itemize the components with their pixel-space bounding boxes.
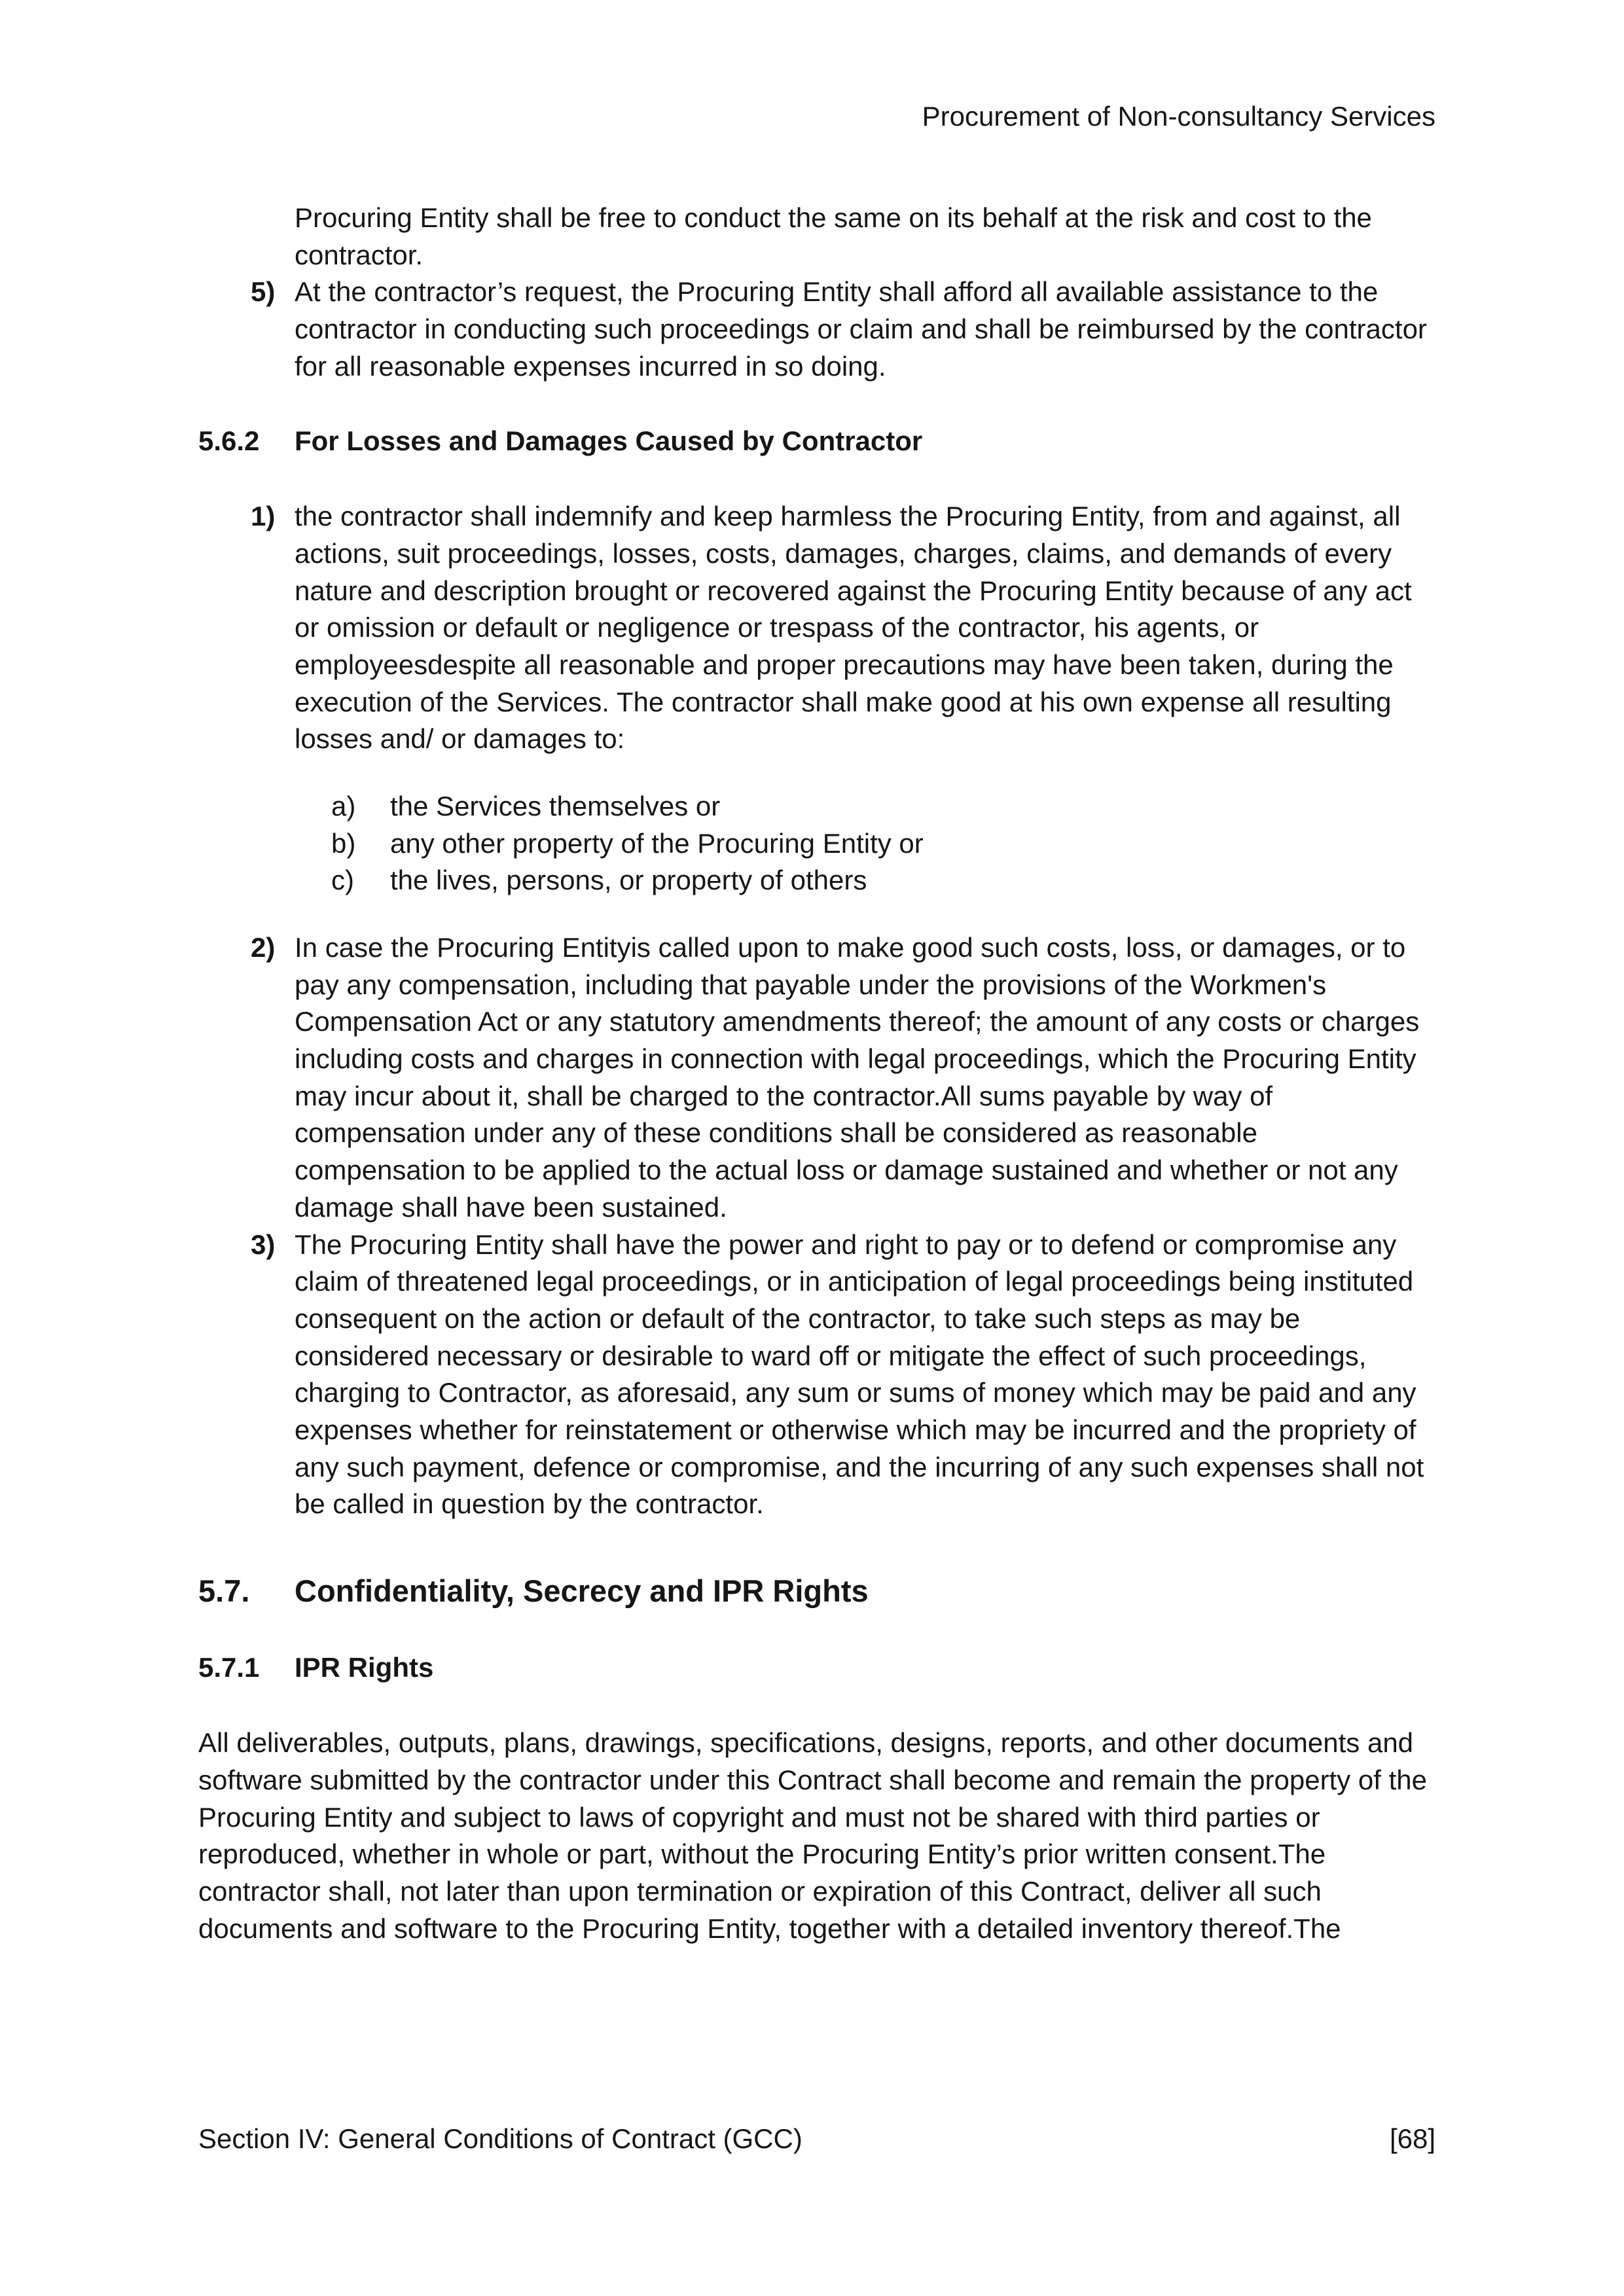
sub-item-text: the lives, persons, or property of others <box>390 865 867 896</box>
sub-item-letter: b) <box>331 827 356 859</box>
list-item-number: 3) <box>251 1229 276 1260</box>
sub-list-item-b <box>331 825 1435 863</box>
list-item-text: At the contractor’s request, the Procuring Entity shall afford all available assistance to the contractor in conducting such proceedings or claim and shall be reimbursed by the contractor for all reasonable expenses incurred in so doing. <box>295 276 1427 382</box>
section-title: IPR Rights <box>295 1652 434 1683</box>
list-item-text: The Procuring Entity shall have the power and right to pay or to defend or compromise any claim of threatened legal proceedings, or in anticipation of legal proceedings being instituted consequent on the action or default of the contractor, to take such steps as may be considered necessary or desirable to ward off or mitigate the effect of such proceedings, charging to Contractor, as aforesaid, any sum or sums of money which may be paid and any expenses whether for reinstatement or otherwise which may be incurred and the propriety of any such payment, defence or compromise, and the incurring of any such expenses shall not be called in question by the contractor. <box>295 1229 1424 1520</box>
section-title: For Losses and Damages Caused by Contractor <box>295 425 923 457</box>
sub-item-text: the Services themselves or <box>390 790 721 821</box>
footer-section-label: Section IV: General Conditions of Contract (GCC) <box>198 2123 803 2154</box>
list-item-number: 1) <box>251 501 276 532</box>
section-title: Confidentiality, Secrecy and IPR Rights <box>295 1573 869 1608</box>
list-item-number: 2) <box>251 932 276 963</box>
sub-item-letter: a) <box>331 790 356 821</box>
continuation-paragraph: Procuring Entity shall be free to conduct the same on its behalf at the risk and cost to the contractor. <box>295 202 1372 270</box>
sub-list-item-c <box>331 862 1435 899</box>
footer-page-number: [68] <box>1389 2123 1435 2154</box>
sub-list-item-a <box>331 788 1435 825</box>
section-number: 5.7.1 <box>198 1652 260 1683</box>
list-item-3 <box>251 1227 1435 1524</box>
section-heading-5-7 <box>198 1570 1435 1611</box>
document-body <box>198 200 1435 1947</box>
lettered-sub-list <box>331 788 1435 899</box>
section-heading-5-6-2 <box>198 423 1435 460</box>
sub-item-text: any other property of the Procuring Entity or <box>390 827 924 859</box>
section-number: 5.6.2 <box>198 425 260 457</box>
list-item-text: In case the Procuring Entityis called upon to make good such costs, loss, or damages, or to pay any compensation, including that payable under the provisions of the Workmen's Compensation Act or any statutory amendments thereof; the amount of any costs or charges including costs and charges in connection with legal proceedings, which the Procuring Entity may incur about it, shall be charged to the contractor.All sums payable by way of compensation under any of these conditions shall be considered as reasonable compensation to be applied to the actual loss or damage sustained and whether or not any damage shall have been sustained. <box>295 932 1420 1223</box>
running-header-text: Procurement of Non-consultancy Services <box>922 101 1435 132</box>
section-number: 5.7. <box>198 1573 250 1608</box>
list-item-text: the contractor shall indemnify and keep harmless the Procuring Entity, from and against, all actions, suit proceedings, losses, costs, damages, charges, claims, and demands of every nature and description brought or recovered against the Procuring Entity because of any act or omission or default or negligence or trespass of the contractor, his agents, or employeesdespite all reasonable and proper precautions may have been taken, during the execution of the Services. The contractor shall make good at his own expense all resulting losses and/ or damages to: <box>295 501 1412 755</box>
ipr-rights-paragraph: All deliverables, outputs, plans, drawings, specifications, designs, reports, and other documents and software submitted by the contractor under this Contract shall become and remain the property of the Procuring Entity and subject to laws of copyright and must not be shared with third parties or reproduced, whether in whole or part, without the Procuring Entity’s prior written consent.The contractor shall, not later than upon termination or expiration of this Contract, deliver all such documents and software to the Procuring Entity, together with a detailed inventory thereof.The <box>198 1727 1427 1944</box>
list-item-1 <box>251 498 1435 758</box>
page-footer <box>198 2121 1435 2158</box>
list-item-2 <box>251 929 1435 1227</box>
list-item-5 <box>251 274 1435 385</box>
sub-item-letter: c) <box>331 865 354 896</box>
list-item-number: 5) <box>251 276 276 308</box>
running-header <box>198 98 1435 135</box>
section-heading-5-7-1 <box>198 1649 1435 1687</box>
